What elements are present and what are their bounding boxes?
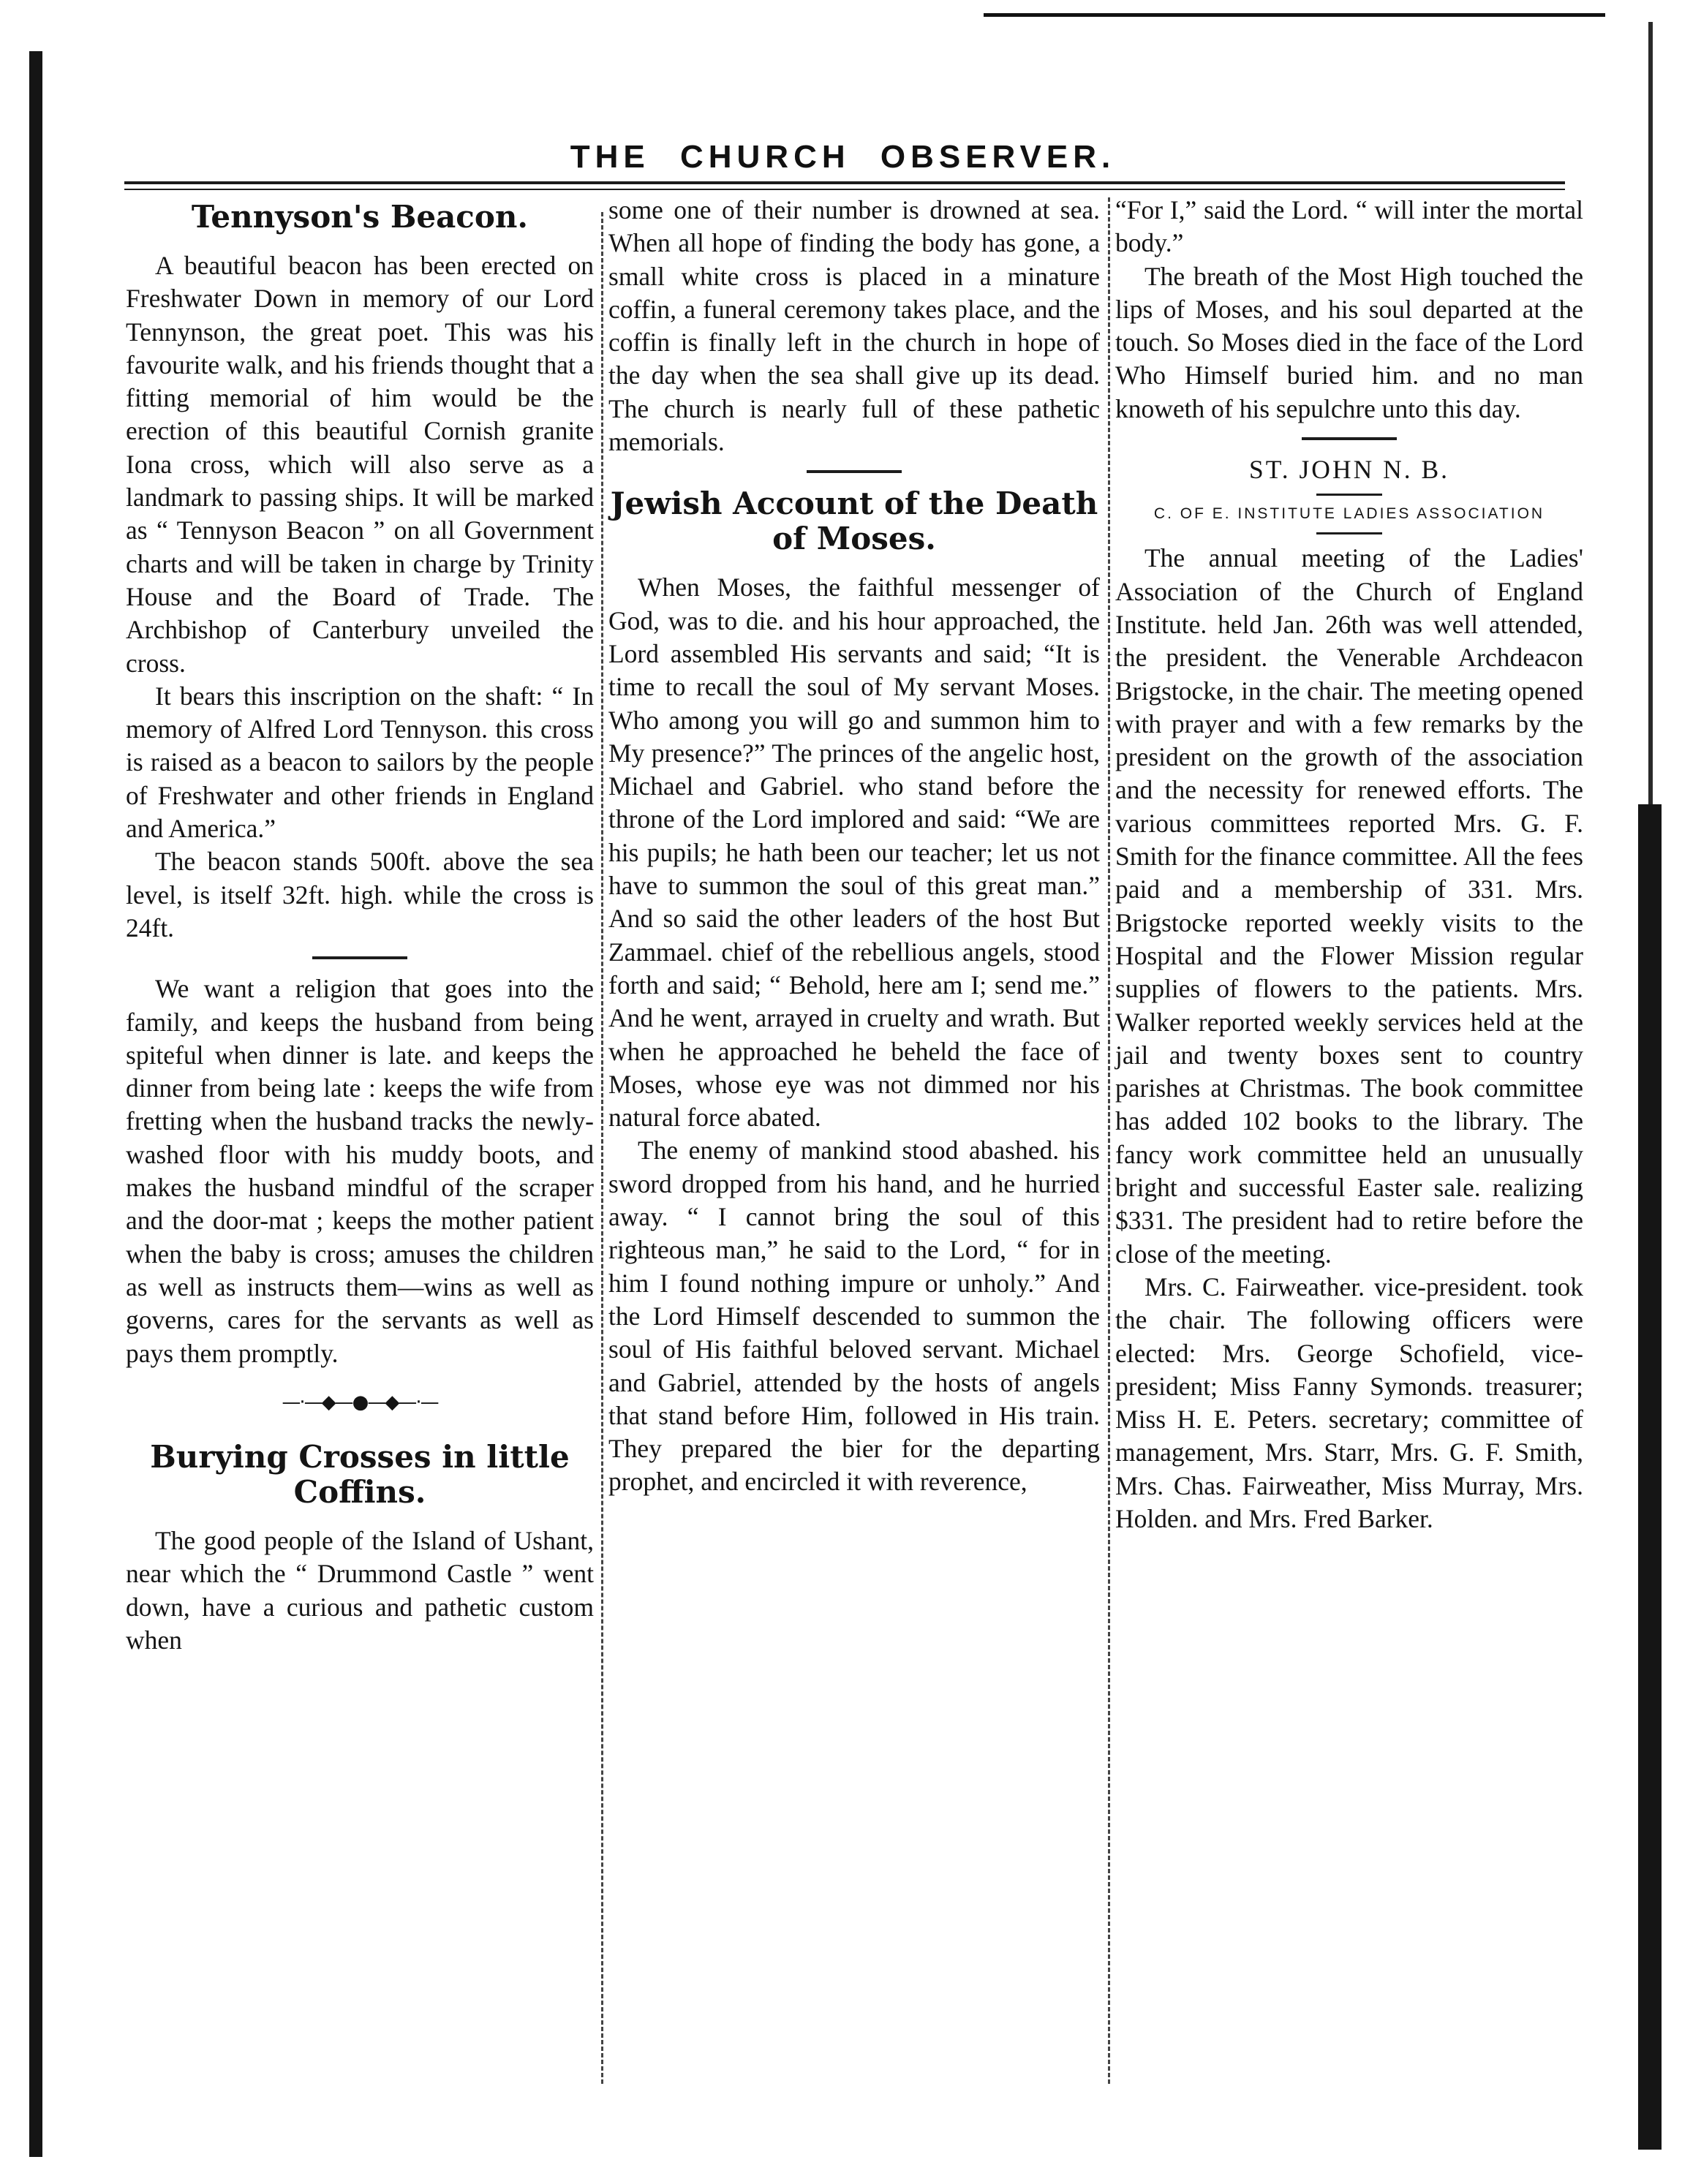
article-paragraph: It bears this inscription on the shaft: “ In memory of Alfred Lord Tennyson. this cross is raised as a beacon to sailors by the people of Freshwater and other friends in England and America.” [126,681,594,844]
right-edge-thin [1648,22,1653,804]
headline-st-john: ST. JOHN N. B. [1248,455,1450,485]
article-paragraph: The breath of the Most High touched the lips of Moses, and his soul departed at the touch. So Moses died in the face of the Lord Who Himself buried him. and no man knoweth of his sepulchre unto this day. [1115,261,1583,423]
masthead-title: THE CHURCH OBSERVER. [570,139,1116,175]
article-paragraph: We want a religion that goes into the family, and keeps the husband from being spiteful when dinner is late. and keeps the dinner from being late : keeps the wife from fretting when the husband tracks the newly-washed floor with his muddy boots, and makes the husband mindful of the scraper and the door-mat ; keeps the mother patient when the baby is cross; amuses the children as well as instructs them—wins as well as governs, cares for the servants as well as pays them promptly. [126,974,594,1368]
subheadline-ladies-association: C. OF E. INSTITUTE LADIES ASSOCIATION [1153,505,1545,523]
article-paragraph: Mrs. C. Fairweather. vice-president. took the chair. The following officers were elected: Mrs. George Schofield, vice-president; Miss Fanny Symonds. treasurer; Miss H. E. Peters. secretary; committee of management, Mrs. Starr, Mrs. G. F. Smith, Mrs. Chas. Fairweather, Miss Murray, Mrs. Holden. and Mrs. Fred Barker. [1115,1272,1583,1533]
article-paragraph: A beautiful beacon has been erected on Freshwater Down in memory of our Lord Tennynson, the great poet. This was his favourite walk, and his friends thought that a fitting memorial of him would be the erection of this beautiful Cornish granite Iona cross, which will also serve as a landmark to passing ships. It will be marked as “ Tennyson Beacon ” on all Government charts and will be taken in charge by Trinity House and the Board of Trade. The Archbishop of Canterbury unveiled the cross. [126,251,594,678]
article-paragraph: The annual meeting of the Ladies' Association of the Church of England Institute. held Jan. 26th was well attended, the president. the Venerable Archdeacon Brigstocke, in the chair. The meeting opened with prayer and with a few remarks by the president on the growth of the association and the necessity for renewed efforts. The various committees reported Mrs. G. F. Smith for the finance committee. All the fees paid and a membership of 331. Mrs. Brigstocke reported weekly visits to the Hospital and the Flower Mission regular supplies of flowers to the patients. Mrs. Walker reported weekly services held at the jail and twenty boxes sent to country parishes at Christmas. The book committee has added 102 books to the library. The fancy work committee held an unusually bright and successful Easter sale. realizing $331. The president had to retire before the close of the meeting. [1115,543,1583,1269]
headline-tennysons-beacon: Tennyson's Beacon. [191,199,529,235]
article-paragraph: some one of their number is drowned at sea. When all hope of finding the body has gone, a small white cross is placed in a minature coffin, a funeral ceremony takes place, and the coffin is finally left in the church in hope of the day when the sea shall give up its dead. The church is nearly full of these pathetic memorials. [608,195,1100,457]
section-divider [312,956,407,959]
masthead-rule-thin [124,189,1565,190]
article-paragraph: The good people of the Island of Ushant, near which the “ Drummond Castle ” went down, have a curious and pathetic custom when [126,1526,594,1655]
column-1 [126,194,594,1657]
article-paragraph: The beacon stands 500ft. above the sea level, is itself 32ft. high. while the cross is 24ft. [126,847,594,942]
article-paragraph: When Moses, the faithful messenger of God, was to die. and his hour approached, the Lord assembled His servants and said; “It is time to recall the soul of My servant Moses. Who among you will go and summon him to My presence?” The princes of the angelic host, Michael and Gabriel. who stand before the throne of the Lord implored and said: “We are his pupils; he hath been our teacher; let us not have to summon the soul of this great man.” And so said the other leaders of the host But Zammael. chief of the rebellious angels, stood forth and said; “ Behold, here am I; send me.” And he went, arrayed in cruelty and wrath. But when he approached he beheld the face of Moses, whose eye was not dimmed nor his natural force abated. [608,573,1100,1133]
masthead-rule-thick [124,181,1565,184]
column-2 [608,194,1100,1499]
section-divider [1316,532,1382,534]
corner-rule [984,13,1605,17]
article-paragraph: The enemy of mankind stood abashed. his sword dropped from his hand, and he hurried away. “ I cannot bring the soul of this righteous man,” he said to the Lord, “ for in him I found nothing impure or unholy.” And the Lord Himself descended to summon the soul of His faithful beloved servant. Michael and Gabriel, attended by the hosts of angels that stand before Him, followed in His train. They prepared the bier for the departing prophet, and encircled it with reverence, [608,1136,1100,1497]
section-divider [1302,437,1397,440]
headline-burying-crosses: Burying Crosses in little Coffins. [150,1439,570,1511]
section-divider [1316,494,1382,496]
right-binding-edge [1638,804,1662,2150]
column-separator-2 [1108,197,1110,2084]
section-divider [807,470,902,473]
ornamental-divider: —·—◆—●—◆—·— [282,1391,438,1413]
left-binding-edge [29,51,42,2157]
headline-death-of-moses: Jewish Account of the Death of Moses. [610,485,1098,557]
column-separator-1 [601,212,603,2084]
article-paragraph: “For I,” said the Lord. “ will inter the mortal body.” [1115,195,1583,258]
column-3 [1115,194,1583,1535]
